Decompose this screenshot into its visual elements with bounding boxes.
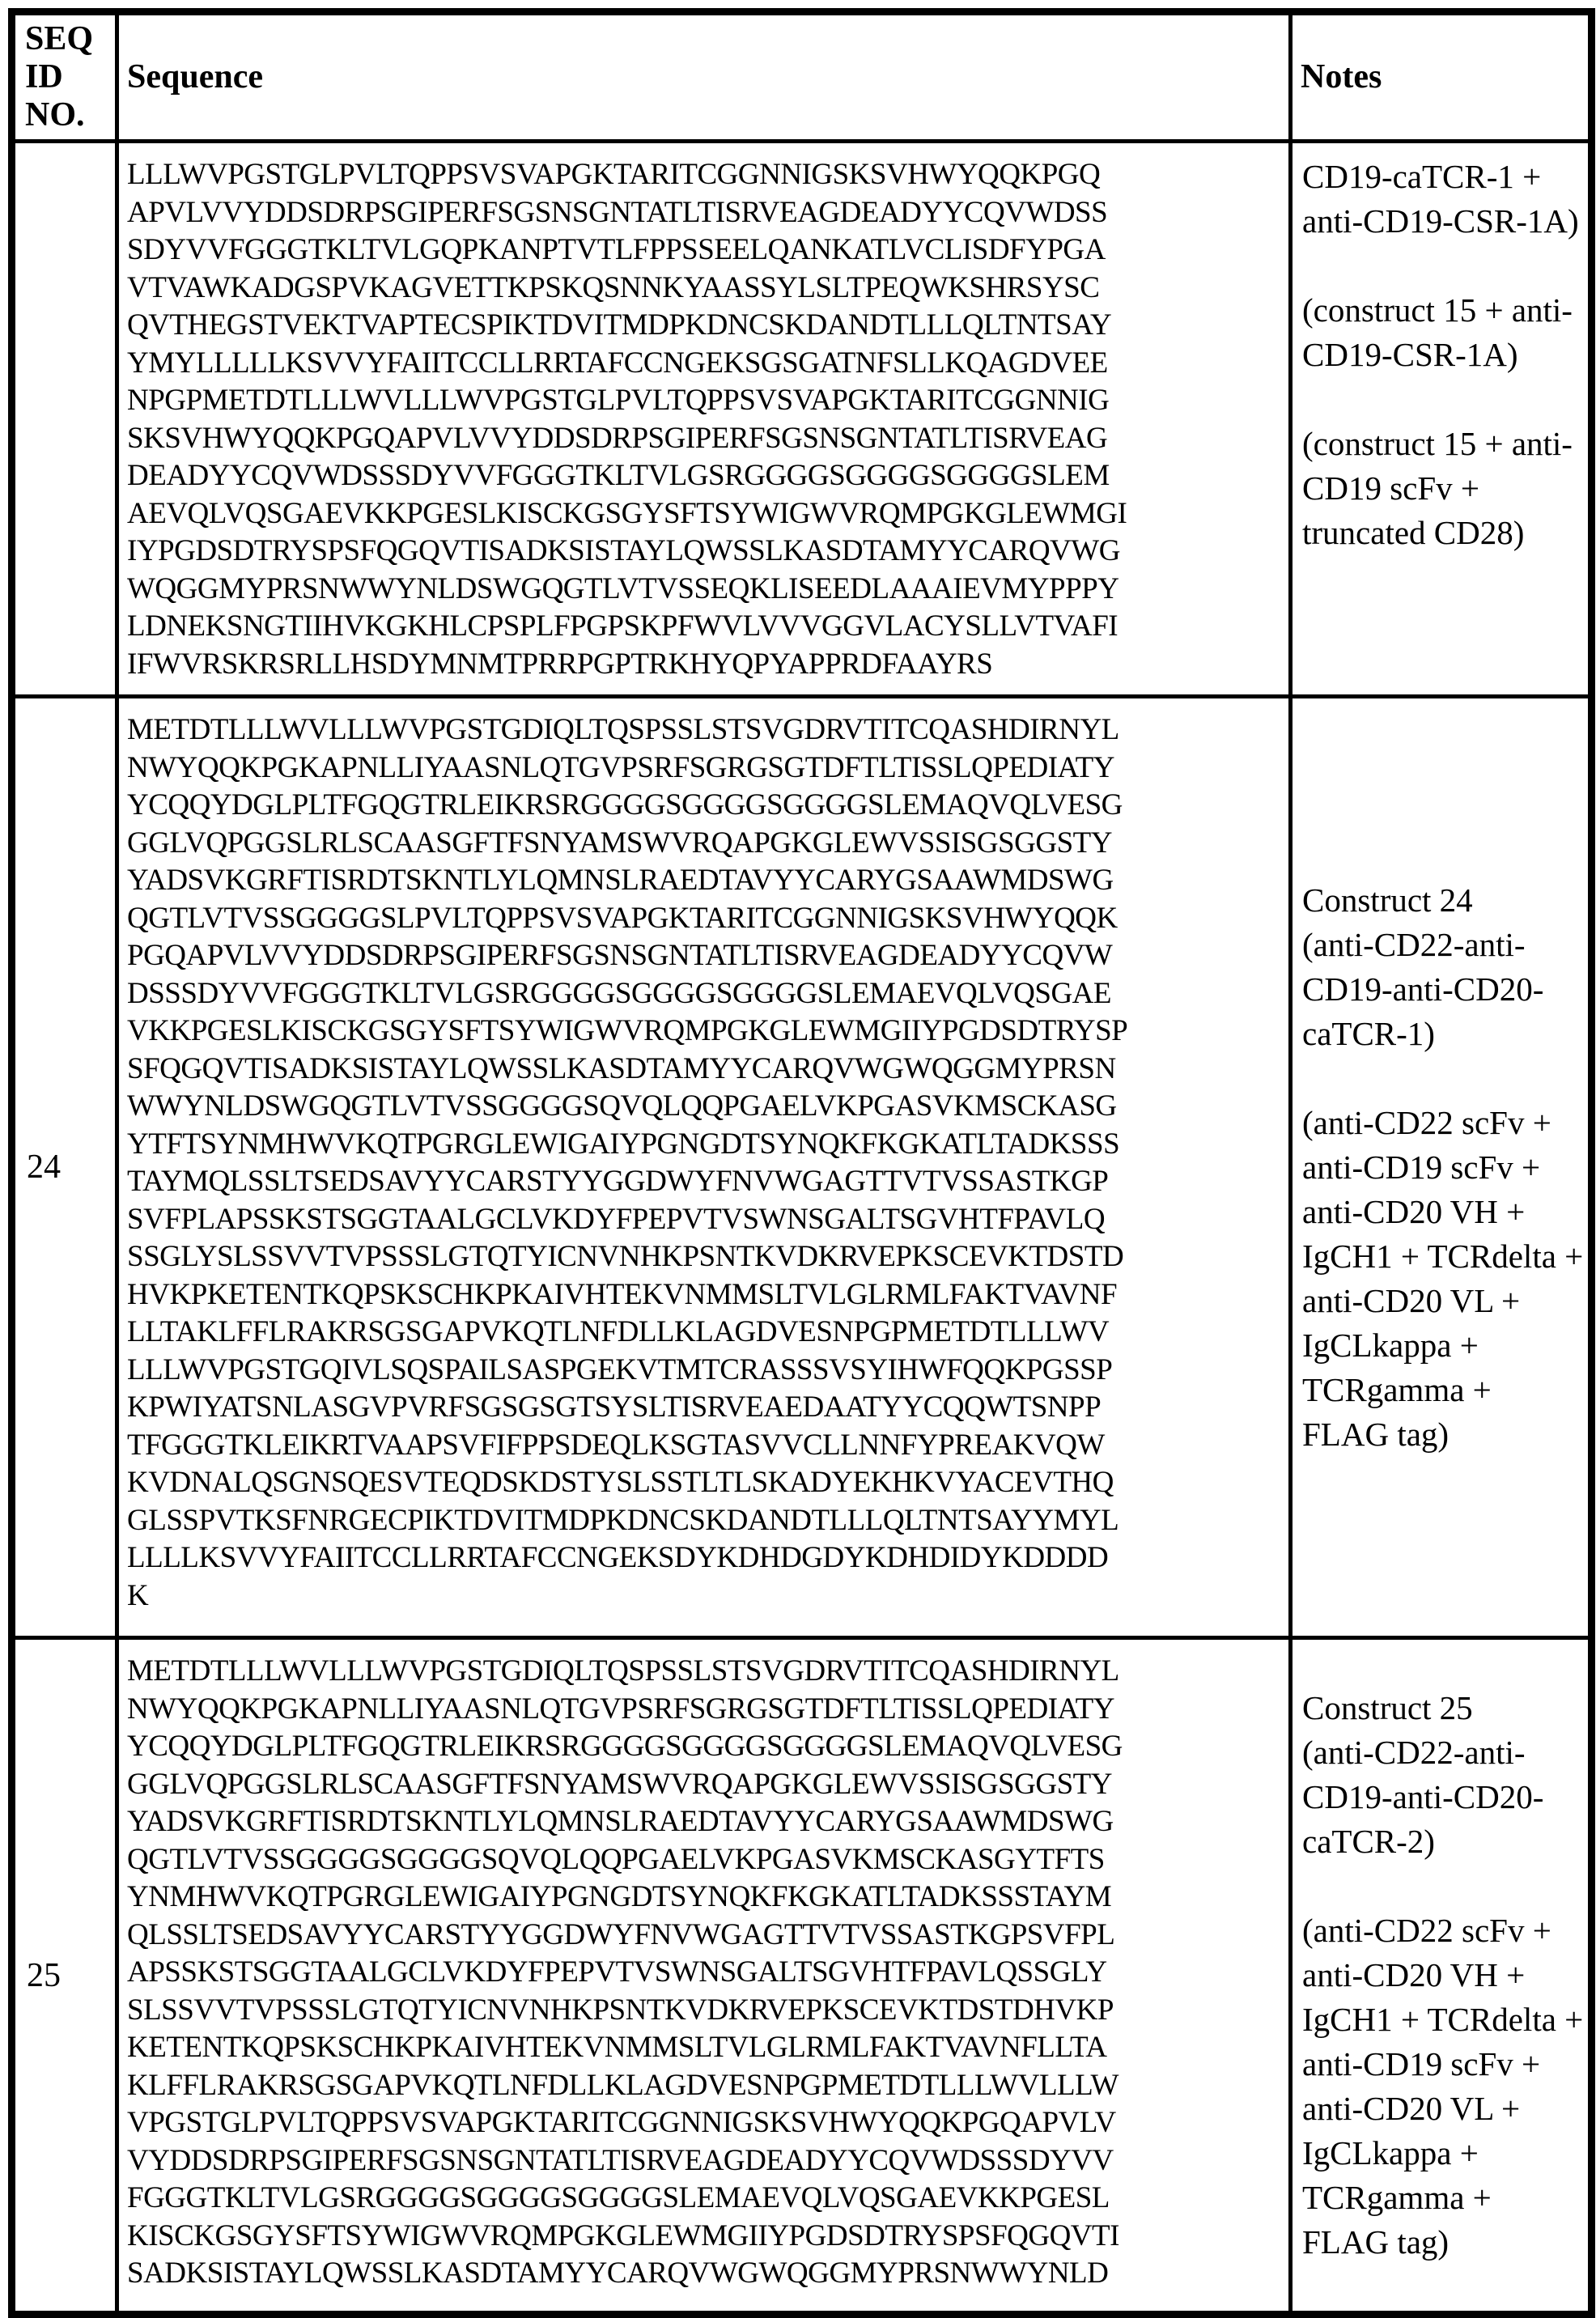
notes-line: Construct 25 bbox=[1302, 1689, 1473, 1727]
sequence-cell bbox=[117, 142, 1291, 697]
seq-id-cell bbox=[12, 142, 117, 697]
sequence-line: SFQGQVTISADKSISTAYLQWSSLKASDTAMYYCARQVWGWQGGMYPRSN bbox=[127, 1051, 1116, 1085]
notes-line: TCRgamma + bbox=[1302, 2179, 1492, 2217]
sequence-line: GLSSPVTKSFNRGECPIKTDVITMDPKDNCSKDANDTLLLQLTNTSAYYMYL bbox=[127, 1503, 1119, 1537]
notes-line: IgCLkappa + bbox=[1302, 2134, 1479, 2172]
sequence-line: WQGGMYPRSNWWYNLDSWGQGTLVTVSSEQKLISEEDLAAAIEVMYPPPY bbox=[127, 571, 1119, 605]
sequence-listing-table bbox=[8, 8, 1595, 2318]
notes-line: CD19-CSR-1A) bbox=[1302, 336, 1518, 374]
sequence-line: KVDNALQSGNSQESVTEQDSKDSTYSLSSTLTLSKADYEKHKVYACEVTHQ bbox=[127, 1466, 1114, 1500]
sequence-line: K bbox=[127, 1578, 149, 1612]
sequence-line: QLSSLTSEDSAVYYCARSTYYGGDWYFNVWGAGTTVTVSSASTKGPSVFPL bbox=[127, 1917, 1115, 1951]
notes-line: CD19-caTCR-1 + bbox=[1302, 158, 1542, 196]
notes-line: truncated CD28) bbox=[1302, 514, 1525, 552]
table-body bbox=[12, 142, 1592, 2315]
sequence-line: QGTLVTVSSGGGGSGGGGSQVQLQQPGAELVKPGASVKMSCKASGYTFTS bbox=[127, 1842, 1105, 1876]
notes-cell bbox=[1291, 697, 1592, 1638]
sequence-line: TAYMQLSSLTSEDSAVYYCARSTYYGGDWYFNVWGAGTTVTVSSASTKGP bbox=[127, 1165, 1109, 1199]
sequence-line: HVKPKETENTKQPSKSCHKPKAIVHTEKVNMMSLTVLGLRMLFAKTVAVNF bbox=[127, 1277, 1118, 1311]
sequence-line: IFWVRSKRSRLLHSDYMNMTPRRPGPTRKHYQPYAPPRDFAAYRS bbox=[127, 647, 993, 681]
notes-line: anti-CD20 VH + bbox=[1302, 1956, 1526, 1994]
notes-line: anti-CD20 VL + bbox=[1302, 2090, 1521, 2128]
sequence-line: LLLWVPGSTGQIVLSQSPAILSASPGEKVTMTCRASSSVSYIHWFQQKPGSSP bbox=[127, 1352, 1113, 1386]
notes-line: anti-CD19 scFv + bbox=[1302, 2045, 1541, 2083]
sequence-line: VKKPGESLKISCKGSGYSFTSYWIGWVRQMPGKGLEWMGIIYPGDSDTRYSP bbox=[127, 1014, 1128, 1048]
sequence-line: APSSKSTSGGTAALGCLVKDYFPEPVTVSWNSGALTSGVHTFPAVLQSSGLY bbox=[127, 1955, 1107, 1989]
notes-line: (construct 15 + anti- bbox=[1302, 425, 1573, 463]
seq-id-cell bbox=[12, 697, 117, 1638]
sequence-line: WWYNLDSWGQGTLVTVSSGGGGSQVQLQQPGAELVKPGASVKMSCKASG bbox=[127, 1089, 1117, 1123]
sequence-line: SLSSVVTVPSSSLGTQTYICNVNHKPSNTKVDKRVEPKSCEVKTDSTDHVKP bbox=[127, 1993, 1114, 2027]
notes-line: anti-CD20 VL + bbox=[1302, 1281, 1521, 1319]
sequence-line: DSSSDYVVFGGGTKLTVLGSRGGGGSGGGGSGGGGSLEMAEVQLVQSGAE bbox=[127, 976, 1111, 1010]
notes-line bbox=[1302, 1056, 1585, 1101]
sequence-line: NPGPMETDTLLLWVLLLWVPGSTGLPVLTQPPSVSVAPGKTARITCGGNNIG bbox=[127, 384, 1110, 418]
sequence-line: SDYVVFGGGTKLTVLGQPKANPTVTLFPPSSEELQANKATLVCLISDFYPGA bbox=[127, 233, 1106, 267]
notes-line bbox=[1302, 377, 1585, 422]
sequence-cell bbox=[117, 697, 1291, 1638]
sequence-line: YADSVKGRFTISRDTSKNTLYLQMNSLRAEDTAVYYCARYGSAAWMDSWG bbox=[127, 1805, 1114, 1839]
sequence-line: YADSVKGRFTISRDTSKNTLYLQMNSLRAEDTAVYYCARYGSAAWMDSWG bbox=[127, 864, 1114, 898]
notes-line: anti-CD20 VH + bbox=[1302, 1192, 1526, 1230]
sequence-line: LDNEKSNGTIIHVKGKHLCPSPLFPGPSKPFWVLVVVGGVLACYSLLVTVAFI bbox=[127, 609, 1118, 643]
sequence-line: LLTAKLFFLRAKRSGSGAPVKQTLNFDLLKLAGDVESNPGPMETDTLLLWV bbox=[127, 1315, 1110, 1349]
notes-line: FLAG tag) bbox=[1302, 2223, 1450, 2261]
seq-id-value: 24 bbox=[27, 1148, 61, 1187]
table-row bbox=[12, 142, 1592, 697]
sequence-line: GGLVQPGGSLRLSCAASGFTFSNYAMSWVRQAPGKGLEWVSSISGSGGSTY bbox=[127, 826, 1112, 860]
seq-id-value: 25 bbox=[27, 1956, 61, 1994]
sequence-line: KLFFLRAKRSGSGAPVKQTLNFDLLKLAGDVESNPGPMETDTLLLWVLLLW bbox=[127, 2068, 1118, 2102]
header-row bbox=[12, 12, 1592, 142]
table-header bbox=[12, 12, 1592, 142]
notes-line: (anti-CD22-anti- bbox=[1302, 925, 1526, 963]
sequence-line: YMYLLLLLKSVVYFAIITCCLLRRTAFCCNGEKSGSGATNFSLLKQAGDVEE bbox=[127, 346, 1108, 380]
notes-line: (anti-CD22-anti- bbox=[1302, 1734, 1526, 1772]
notes-line: (anti-CD22 scFv + bbox=[1302, 1912, 1551, 1950]
notes-line bbox=[1302, 1864, 1585, 1908]
sequence-line: LLLWVPGSTGLPVLTQPPSVSVAPGKTARITCGGNNIGSKSVHWYQQKPGQ bbox=[127, 158, 1101, 192]
sequence-line: SADKSISTAYLQWSSLKASDTAMYYCARQVWGWQGGMYPRSNWWYNLD bbox=[127, 2256, 1109, 2290]
notes-line: IgCH1 + TCRdelta + bbox=[1302, 1237, 1584, 1275]
sequence-line: YCQQYDGLPLTFGQGTRLEIKRSRGGGGSGGGGSGGGGSLEMAQVQLVESG bbox=[127, 788, 1123, 822]
sequence-line: METDTLLLWVLLLWVPGSTGDIQLTQSPSSLSTSVGDRVTITCQASHDIRNYL bbox=[127, 1654, 1119, 1688]
sequence-line: SKSVHWYQQKPGQAPVLVVYDDSDRPSGIPERFSGSNSGNTATLTISRVEAG bbox=[127, 421, 1108, 455]
notes-line: caTCR-1) bbox=[1302, 1014, 1435, 1052]
notes-line: TCRgamma + bbox=[1302, 1370, 1492, 1408]
sequence-line: VYDDSDRPSGIPERFSGSNSGNTATLTISRVEAGDEADYYCQVWDSSSDYVV bbox=[127, 2143, 1114, 2177]
notes-line: CD19 scFv + bbox=[1302, 469, 1480, 507]
notes-line: IgCLkappa + bbox=[1302, 1326, 1479, 1364]
sequence-line: FGGGTKLTVLGSRGGGGSGGGGSGGGGSLEMAEVQLVQSGAEVKKPGESL bbox=[127, 2181, 1110, 2215]
notes-line: Construct 24 bbox=[1302, 881, 1473, 919]
table-row bbox=[12, 697, 1592, 1638]
sequence-line: YCQQYDGLPLTFGQGTRLEIKRSRGGGGSGGGGSGGGGSLEMAQVQLVESG bbox=[127, 1730, 1123, 1764]
table-row bbox=[12, 1638, 1592, 2315]
notes-line: anti-CD19-CSR-1A) bbox=[1302, 202, 1579, 240]
notes-line: anti-CD19 scFv + bbox=[1302, 1148, 1541, 1186]
header-seq-id-no: SEQ ID NO. bbox=[12, 12, 117, 142]
sequence-line: METDTLLLWVLLLWVPGSTGDIQLTQSPSSLSTSVGDRVTITCQASHDIRNYL bbox=[127, 713, 1119, 747]
notes-line: CD19-anti-CD20- bbox=[1302, 1778, 1544, 1816]
header-notes: Notes bbox=[1291, 12, 1592, 142]
notes-line: FLAG tag) bbox=[1302, 1415, 1450, 1453]
sequence-line: IYPGDSDTRYSPSFQGQVTISADKSISTAYLQWSSLKASDTAMYYCARQVWG bbox=[127, 534, 1120, 568]
notes-line: IgCH1 + TCRdelta + bbox=[1302, 2001, 1584, 2039]
sequence-line: NWYQQKPGKAPNLLIYAASNLQTGVPSRFSGRGSGTDFTLTISSLQPEDIATY bbox=[127, 750, 1114, 784]
sequence-line: GGLVQPGGSLRLSCAASGFTFSNYAMSWVRQAPGKGLEWVSSISGSGGSTY bbox=[127, 1767, 1112, 1801]
sequence-line: QVTHEGSTVEKTVAPTECSPIKTDVITMDPKDNCSKDANDTLLLQLTNTSAY bbox=[127, 308, 1112, 342]
notes-line: (anti-CD22 scFv + bbox=[1302, 1103, 1551, 1141]
sequence-line: SVFPLAPSSKSTSGGTAALGCLVKDYFPEPVTVSWNSGALTSGVHTFPAVLQ bbox=[127, 1202, 1106, 1236]
sequence-line: KISCKGSGYSFTSYWIGWVRQMPGKGLEWMGIIYPGDSDTRYSPSFQGQVTI bbox=[127, 2218, 1119, 2252]
notes-cell bbox=[1291, 142, 1592, 697]
notes-line: CD19-anti-CD20- bbox=[1302, 970, 1544, 1008]
sequence-line: AEVQLVQSGAEVKKPGESLKISCKGSGYSFTSYWIGWVRQMPGKGLEWMGI bbox=[127, 496, 1127, 530]
notes-line bbox=[1302, 244, 1585, 288]
sequence-line: SSGLYSLSSVVTVPSSSLGTQTYICNVNHKPSNTKVDKRVEPKSCEVKTDSTD bbox=[127, 1240, 1124, 1274]
seq-id-cell bbox=[12, 1638, 117, 2315]
sequence-line: DEADYYCQVWDSSSDYVVFGGGTKLTVLGSRGGGGSGGGGSGGGGSLEM bbox=[127, 459, 1110, 493]
sequence-line: APVLVVYDDSDRPSGIPERFSGSNSGNTATLTISRVEAGDEADYYCQVWDSS bbox=[127, 195, 1108, 229]
notes-line: (construct 15 + anti- bbox=[1302, 291, 1573, 329]
sequence-line: KPWIYATSNLASGVPVRFSGSGSGTSYSLTISRVEAEDAATYYCQQWTSNPP bbox=[127, 1390, 1101, 1424]
sequence-line: VPGSTGLPVLTQPPSVSVAPGKTARITCGGNNIGSKSVHWYQQKPGQAPVLV bbox=[127, 2106, 1116, 2140]
notes-line: caTCR-2) bbox=[1302, 1823, 1435, 1861]
sequence-line: LLLLKSVVYFAIITCCLLRRTAFCCNGEKSDYKDHDGDYKDHDIDYKDDDD bbox=[127, 1541, 1109, 1575]
sequence-line: YNMHWVKQTPGRGLEWIGAIYPGNGDTSYNQKFKGKATLTADKSSSTAYM bbox=[127, 1880, 1112, 1914]
sequence-line: KETENTKQPSKSCHKPKAIVHTEKVNMMSLTVLGLRMLFAKTVAVNFLLTA bbox=[127, 2031, 1107, 2065]
sequence-line: QGTLVTVSSGGGGSLPVLTQPPSVSVAPGKTARITCGGNNIGSKSVHWYQQK bbox=[127, 901, 1118, 935]
sequence-cell bbox=[117, 1638, 1291, 2315]
sequence-line: YTFTSYNMHWVKQTPGRGLEWIGAIYPGNGDTSYNQKFKGKATLTADKSSS bbox=[127, 1127, 1120, 1161]
sequence-line: PGQAPVLVVYDDSDRPSGIPERFSGSNSGNTATLTISRVEAGDEADYYCQVW bbox=[127, 939, 1113, 973]
sequence-line: TFGGGTKLEIKRTVAAPSVFIFPPSDEQLKSGTASVVCLLNNFYPREAKVQW bbox=[127, 1428, 1105, 1462]
sequence-line: VTVAWKADGSPVKAGVETTKPSKQSNNKYAASSYLSLTPEQWKSHRSYSC bbox=[127, 270, 1100, 304]
sequence-line: NWYQQKPGKAPNLLIYAASNLQTGVPSRFSGRGSGTDFTLTISSLQPEDIATY bbox=[127, 1692, 1114, 1726]
notes-cell bbox=[1291, 1638, 1592, 2315]
header-sequence: Sequence bbox=[117, 12, 1291, 142]
